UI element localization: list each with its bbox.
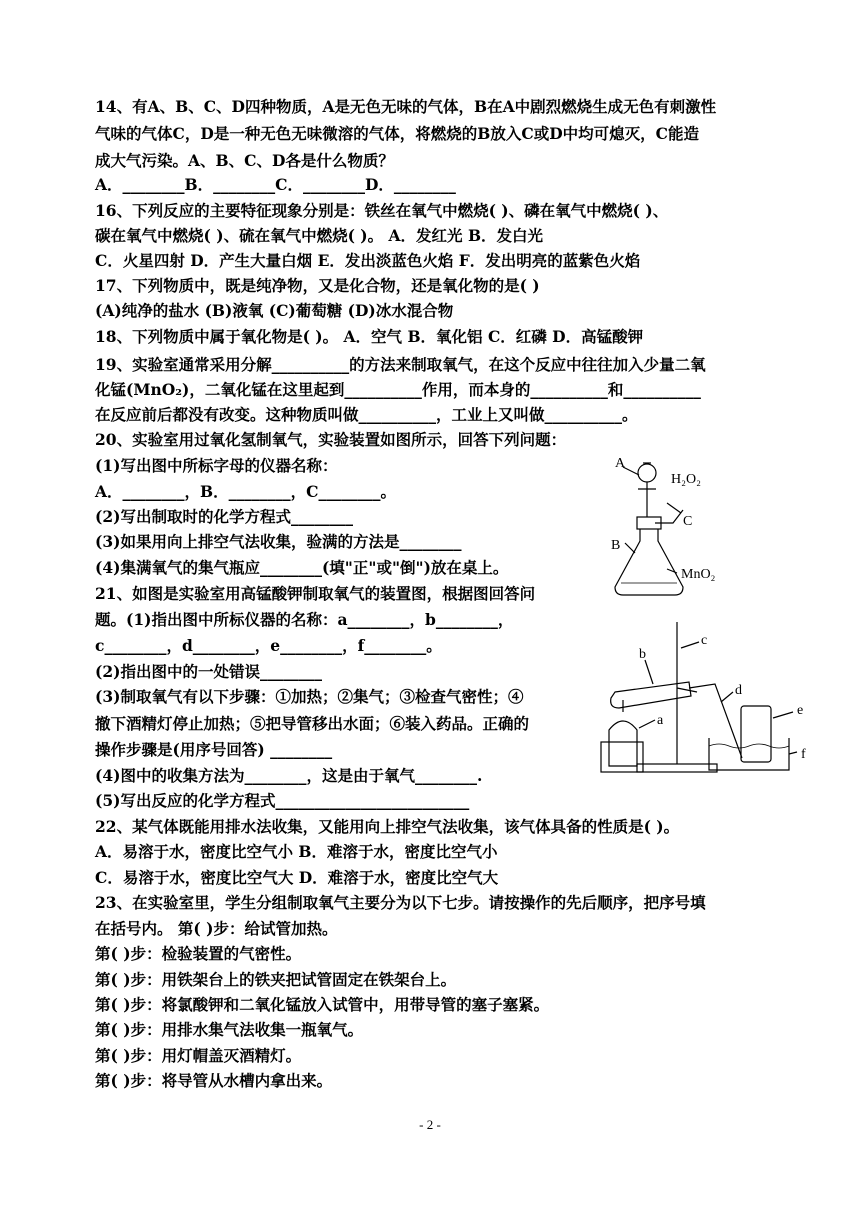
text-line: (4)集满氧气的集气瓶应________(填"正"或"倒")放在桌上。 (95, 558, 509, 577)
figure2-label-a: a (657, 713, 664, 728)
text-line: (2)写出制取时的化学方程式________ (95, 507, 353, 526)
text-line: 气味的气体C，D是一种无色无味微溶的气体，将燃烧的B放入C或D中均可熄灭，C能造 (95, 124, 699, 143)
text-line: (5)写出反应的化学方程式_________________________ (95, 791, 470, 810)
text-line: 化锰(MnO₂)，二氧化锰在这里起到__________作用，而本身的__________和__________ (95, 380, 701, 399)
text-line: 22、某气体既能用排水法收集，又能用向上排空气法收集，该气体具备的性质是( )。 (95, 817, 680, 836)
figure2-label-f: f (801, 747, 806, 762)
text-line: 17、下列物质中，既是纯净物，又是化合物，还是氧化物的是( ) (95, 276, 540, 295)
figure1-label-c: C (683, 514, 693, 529)
text-line: 20、实验室用过氧化氢制氧气，实验装置如图所示，回答下列问题： (95, 430, 567, 449)
text-line: 成大气污染。A、B、C、D各是什么物质？ (95, 151, 394, 170)
figure2-label-c: c (701, 633, 708, 648)
text-line: c________，d________，e________，f________。 (95, 636, 442, 655)
text-line: A．易溶于水，密度比空气小 B．难溶于水，密度比空气小 (95, 842, 498, 861)
text-line: 第( )步：将导管从水槽内拿出来。 (95, 1071, 333, 1090)
text-line: 第( )步：用灯帽盖灭酒精灯。 (95, 1046, 302, 1065)
figure1-label-b: B (611, 538, 621, 553)
text-line: 23、在实验室里，学生分组制取氧气主要分为以下七步。请按操作的先后顺序，把序号填 (95, 893, 706, 912)
text-line: A．________，B．________，C________。 (95, 482, 396, 501)
text-line: 在反应前后都没有改变。这种物质叫做__________，工业上又叫做__________。 (95, 405, 638, 424)
text-line: 18、下列物质中属于氧化物是( )。 A．空气 B．氧化铝 C．红磷 D．高锰酸钾 (95, 327, 644, 346)
text-line: 第( )步：用铁架台上的铁夹把试管固定在铁架台上。 (95, 970, 457, 989)
text-line: C．易溶于水，密度比空气大 D．难溶于水，密度比空气大 (95, 868, 499, 887)
text-line: (A)纯净的盐水 (B)液氧 (C)葡萄糖 (D)冰水混合物 (95, 301, 454, 320)
text-line: (4)图中的收集方法为________，这是由于氧气________. (95, 766, 483, 785)
text-line: (2)指出图中的一处错误________ (95, 662, 322, 681)
text-line: 在括号内。 第( )步：给试管加热。 (95, 919, 338, 938)
text-line: 操作步骤是(用序号回答) ________ (95, 740, 333, 759)
text-line: 第( )步：检验装置的气密性。 (95, 944, 302, 963)
text-line: 19、实验室通常采用分解__________的方法来制取氧气，在这个反应中往往加入少量二氧 (95, 355, 706, 374)
text-line: (3)制取氧气有以下步骤：①加热；②集气；③检查气密性；④ (95, 687, 524, 706)
text-line: 16、下列反应的主要特征现象分别是：铁丝在氧气中燃烧( )、磷在氧气中燃烧( )、 (95, 201, 669, 220)
figure1-label-mno2: MnO₂ (681, 567, 716, 582)
text-line: 碳在氧气中燃烧( )、硫在氧气中燃烧( )。 A．发红光 B．发白光 (95, 226, 544, 245)
h2o2-apparatus-figure (605, 455, 745, 605)
text-line: 21、如图是实验室用高锰酸钾制取氧气的装置图，根据图回答问 (95, 584, 536, 603)
figure1-label-a: A (615, 456, 626, 471)
text-line: 第( )步：将氯酸钾和二氧化锰放入试管中，用带导管的塞子塞紧。 (95, 995, 550, 1014)
text-line: 14、有A、B、C、D四种物质，A是无色无味的气体，B在A中剧烈燃烧生成无色有刺激性 (95, 97, 717, 116)
page-number: - 2 - (419, 1117, 441, 1132)
text-line: A．________B．________C．________D．________ (95, 175, 456, 194)
figure2-label-e: e (797, 703, 804, 718)
text-line: C．火星四射 D．产生大量白烟 E．发出淡蓝色火焰 F．发出明亮的蓝紫色火焰 (95, 251, 641, 270)
text-line: 题。(1)指出图中所标仪器的名称：a________，b________， (95, 610, 514, 629)
kmno4-apparatus-figure (597, 618, 819, 776)
figure2-label-d: d (735, 683, 742, 698)
figure1-label-h2o2: H₂O₂ (671, 472, 701, 487)
text-line: 撤下酒精灯停止加热；⑤把导管移出水面；⑥装入药品。正确的 (95, 714, 530, 733)
text-line: (3)如果用向上排空气法收集，验满的方法是________ (95, 532, 462, 551)
figure2-label-b: b (639, 647, 646, 662)
text-line: (1)写出图中所标字母的仪器名称： (95, 456, 338, 475)
text-line: 第( )步：用排水集气法收集一瓶氧气。 (95, 1020, 364, 1039)
